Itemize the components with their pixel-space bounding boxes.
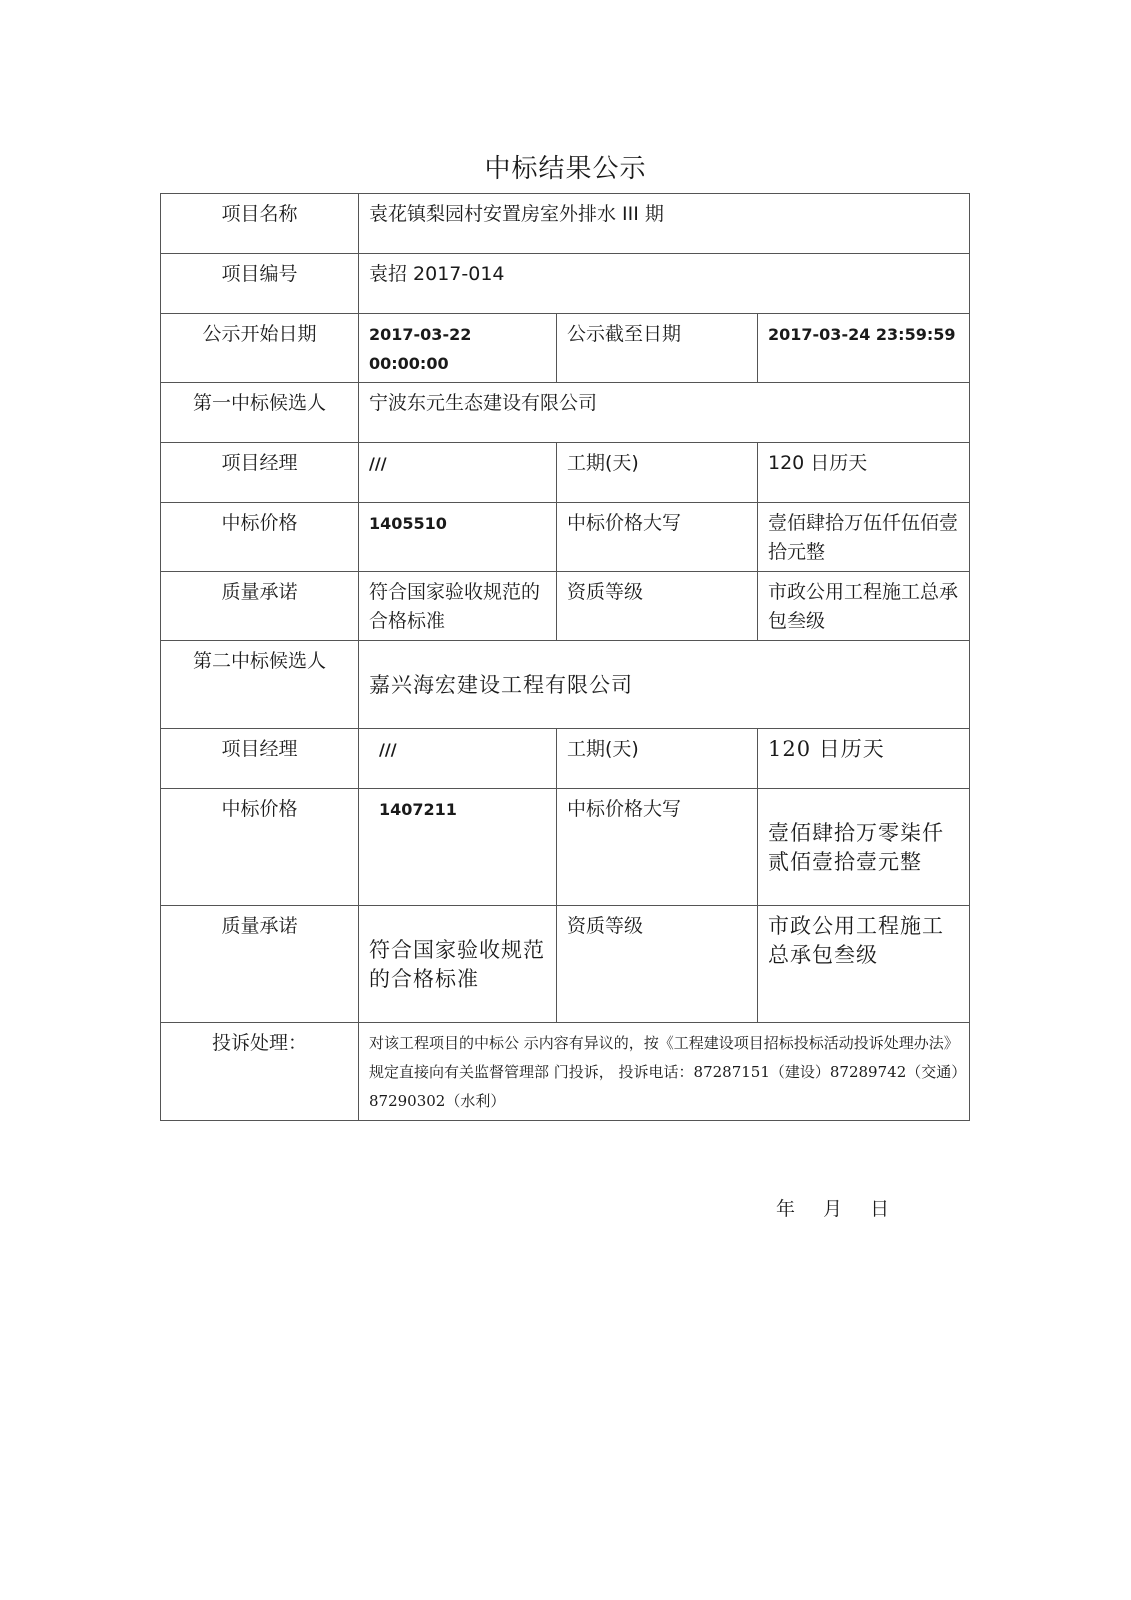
label-second-candidate: 第二中标候选人 [161, 641, 359, 729]
second-quality-value: 符合国家验收规范的合格标准 [369, 938, 545, 991]
first-price-words-value: 壹佰肆拾万伍仟伍佰壹拾元整 [758, 503, 970, 572]
row-first-candidate [161, 383, 970, 443]
first-price-value: 1405510 [359, 503, 557, 572]
first-manager-value: /// [359, 443, 557, 503]
page-title: 中标结果公示 [484, 154, 647, 184]
label-project-number: 项目编号 [161, 254, 359, 314]
second-price-value: 1407211 [359, 789, 557, 906]
label-first-qualification: 资质等级 [557, 572, 758, 641]
start-date-value: 2017-03-22 00:00:00 [359, 314, 557, 383]
first-duration-value: 120 日历天 [758, 443, 970, 503]
row-project-name [161, 194, 970, 254]
row-second-manager [161, 729, 970, 789]
row-first-quality [161, 572, 970, 641]
label-first-candidate: 第一中标候选人 [161, 383, 359, 443]
label-project-name: 项目名称 [161, 194, 359, 254]
row-first-manager [161, 443, 970, 503]
label-first-manager: 项目经理 [161, 443, 359, 503]
first-qualification-value: 市政公用工程施工总承包叁级 [758, 572, 970, 641]
second-price-words-cell [758, 789, 970, 906]
project-number-value: 袁招 2017-014 [359, 254, 970, 314]
row-dates [161, 314, 970, 383]
label-second-price: 中标价格 [161, 789, 359, 906]
first-candidate-company: 宁波东元生态建设有限公司 [359, 383, 970, 443]
row-second-quality [161, 906, 970, 1023]
second-manager-value: /// [359, 729, 557, 789]
label-second-manager: 项目经理 [161, 729, 359, 789]
date-month: 月 [823, 1198, 843, 1220]
label-second-duration: 工期(天) [557, 729, 758, 789]
second-duration-value: 120 日历天 [758, 729, 970, 789]
row-project-number [161, 254, 970, 314]
date-footer [776, 1194, 911, 1221]
label-second-quality: 质量承诺 [161, 906, 359, 1023]
row-first-price [161, 503, 970, 572]
row-second-candidate [161, 641, 970, 729]
first-quality-value: 符合国家验收规范的合格标准 [359, 572, 557, 641]
label-complaint: 投诉处理： [161, 1023, 359, 1121]
label-end-date: 公示截至日期 [557, 314, 758, 383]
second-price-words-value: 壹佰肆拾万零柒仟贰佰壹拾壹元整 [768, 821, 944, 874]
project-name-value: 袁花镇梨园村安置房室外排水 III 期 [359, 194, 970, 254]
second-candidate-cell [359, 641, 970, 729]
date-year: 年 [776, 1198, 796, 1220]
second-candidate-company: 嘉兴海宏建设工程有限公司 [369, 673, 633, 697]
date-day: 日 [870, 1198, 890, 1220]
label-second-qualification: 资质等级 [557, 906, 758, 1023]
result-table [160, 193, 970, 1121]
label-second-price-words: 中标价格大写 [557, 789, 758, 906]
end-date-value: 2017-03-24 23:59:59 [758, 314, 970, 383]
second-quality-cell [359, 906, 557, 1023]
label-first-quality: 质量承诺 [161, 572, 359, 641]
label-first-duration: 工期(天) [557, 443, 758, 503]
label-first-price-words: 中标价格大写 [557, 503, 758, 572]
label-first-price: 中标价格 [161, 503, 359, 572]
row-second-price [161, 789, 970, 906]
second-qualification-value: 市政公用工程施工总承包叁级 [758, 906, 970, 1023]
complaint-text: 对该工程项目的中标公 示内容有异议的，按《工程建设项目招标投标活动投诉处理办法》 规定直接向有关监督管理部 门投诉， 投诉电话：87287151（建设）87289742（交通）87290302（水利） [359, 1023, 970, 1121]
label-start-date: 公示开始日期 [161, 314, 359, 383]
row-complaint [161, 1023, 970, 1121]
